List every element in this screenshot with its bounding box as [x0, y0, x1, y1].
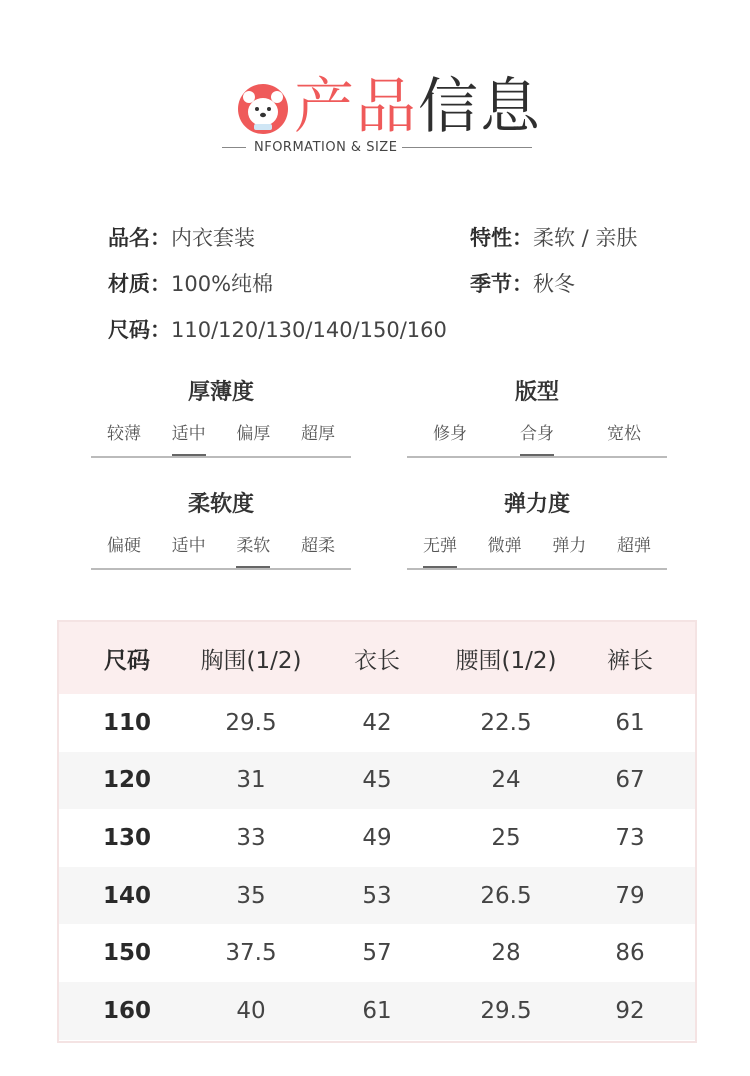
title-accent: 产品	[294, 72, 418, 142]
scale-options	[407, 534, 667, 564]
scale-line	[91, 568, 351, 570]
page-subtitle: NFORMATION & SIZE	[254, 140, 398, 155]
table-cell: 42	[362, 709, 392, 736]
info-value: 柔软 / 亲肤	[533, 226, 638, 250]
scale-option: 弹力	[552, 536, 587, 556]
info-label: 材质：	[108, 272, 171, 296]
table-row	[59, 867, 695, 925]
table-header-cell: 胸围(1/2)	[200, 647, 302, 674]
table-cell: 67	[615, 767, 645, 794]
table-cell: 53	[362, 882, 392, 909]
info-label: 季节：	[470, 272, 533, 296]
table-cell: 33	[236, 824, 266, 851]
divider	[402, 147, 532, 148]
scale-options	[91, 422, 351, 452]
scale-options	[91, 534, 351, 564]
table-cell: 25	[491, 824, 521, 851]
scale-title: 版型	[514, 380, 559, 405]
table-cell: 35	[236, 882, 266, 909]
table-header-row	[59, 622, 695, 694]
scale-option-selected: 适中	[172, 422, 206, 452]
table-cell: 140	[102, 882, 151, 909]
info-value: 100%纯棉	[171, 272, 274, 296]
table-cell: 24	[491, 767, 521, 794]
table-cell: 22.5	[480, 709, 532, 736]
table-cell: 120	[102, 767, 151, 794]
scale-option: 超弹	[616, 536, 651, 556]
table-cell: 150	[102, 940, 151, 967]
scale-option-selected: 柔软	[236, 534, 270, 564]
scale-softness	[91, 490, 351, 580]
table-cell: 49	[362, 824, 392, 851]
table-row	[59, 982, 695, 1040]
table-cell: 92	[615, 997, 645, 1024]
scale-option: 微弹	[487, 536, 522, 556]
scale-option: 偏硬	[107, 536, 141, 556]
info-label: 尺码：	[108, 318, 171, 342]
scale-option: 宽松	[607, 424, 641, 444]
info-feature	[470, 224, 637, 252]
table-row	[59, 694, 695, 752]
subtitle-row	[222, 138, 532, 158]
scale-title: 厚薄度	[187, 380, 254, 405]
table-cell: 26.5	[480, 882, 532, 909]
scale-option: 修身	[433, 424, 467, 444]
info-size	[108, 316, 447, 344]
info-name	[108, 224, 255, 252]
table-header-cell: 尺码	[104, 647, 150, 674]
scale-thickness	[91, 378, 351, 468]
table-cell: 31	[236, 767, 266, 794]
table-cell: 29.5	[480, 997, 532, 1024]
table-header-cell: 裤长	[607, 647, 653, 674]
table-header-cell: 衣长	[354, 647, 400, 674]
info-value: 110/120/130/140/150/160	[171, 318, 447, 342]
table-cell: 45	[362, 767, 392, 794]
table-cell: 61	[362, 997, 392, 1024]
table-cell: 57	[362, 940, 392, 967]
title-rest: 信息	[418, 72, 542, 142]
info-value: 内衣套装	[171, 226, 255, 250]
scale-line	[91, 456, 351, 458]
page-header	[0, 70, 750, 160]
table-cell: 86	[615, 940, 645, 967]
table-header-cell: 腰围(1/2)	[455, 647, 557, 674]
table-cell: 61	[615, 709, 645, 736]
divider	[222, 147, 246, 148]
info-value: 秋冬	[533, 272, 575, 296]
scale-option: 较薄	[107, 424, 141, 444]
scale-fit	[407, 378, 667, 468]
scale-option-selected: 合身	[520, 422, 554, 452]
table-cell: 40	[236, 997, 266, 1024]
info-material	[108, 270, 273, 298]
table-cell: 130	[102, 824, 151, 851]
scale-option: 超厚	[300, 424, 335, 444]
scale-title: 弹力度	[503, 492, 570, 517]
table-cell: 37.5	[225, 940, 277, 967]
table-cell: 110	[102, 709, 151, 736]
scale-option: 适中	[171, 536, 206, 556]
table-row	[59, 924, 695, 982]
scale-title: 柔软度	[187, 492, 254, 517]
table-cell: 160	[102, 997, 151, 1024]
scale-elasticity	[407, 490, 667, 580]
table-cell: 79	[615, 882, 645, 909]
scale-line	[407, 568, 667, 570]
info-season	[470, 270, 575, 298]
scale-option-selected: 无弹	[423, 534, 457, 564]
table-cell: 73	[615, 824, 645, 851]
table-cell: 29.5	[225, 709, 277, 736]
scale-options	[407, 422, 667, 452]
info-label: 特性：	[470, 226, 533, 250]
scale-line	[407, 456, 667, 458]
info-label: 品名：	[108, 226, 171, 250]
bear-icon	[236, 82, 290, 136]
table-cell: 28	[491, 940, 521, 967]
scale-option: 超柔	[300, 536, 335, 556]
scale-option: 偏厚	[236, 424, 271, 444]
size-table	[57, 620, 697, 1043]
page-title	[294, 72, 542, 142]
table-row	[59, 809, 695, 867]
table-row	[59, 752, 695, 810]
